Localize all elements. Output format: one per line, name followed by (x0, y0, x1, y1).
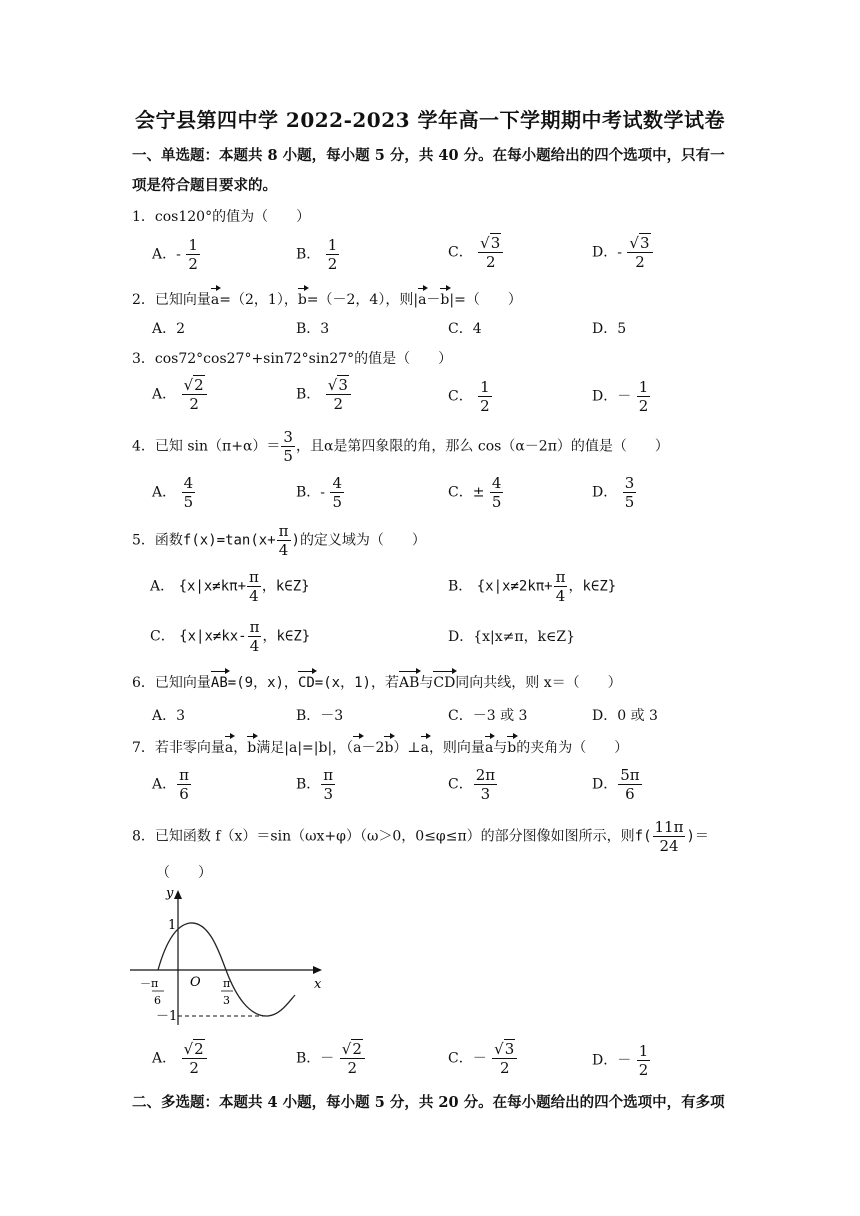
q1-option-a: A．- $\frac{1}{2}$ (152, 236, 198, 273)
q7-option-c: C． $\frac{2\pi}{3}$ (448, 766, 496, 803)
q5-option-b: B． {x|x≠2kπ+ $\frac{\pi}{4}$ ，k∈Z} (448, 568, 617, 605)
tick-three: 3 (223, 994, 230, 1007)
q5-option-a: A． {x|x≠kπ+ $\frac{\pi}{4}$ ，k∈Z} (150, 568, 310, 605)
section-2-header (132, 1088, 732, 1118)
q1-stem: 1．cos120°的值为（ ） (132, 209, 311, 225)
q4-option-a: A． $\frac{4}{5}$ (152, 474, 194, 511)
q1-option-b: B． $\frac{1}{2}$ (296, 236, 338, 273)
q7-option-d: D． $\frac{5\pi}{6}$ (592, 766, 640, 803)
x-label: x (314, 977, 322, 992)
q2-option-c: C．4 (448, 321, 482, 337)
section-1-header (132, 141, 732, 201)
section-2-line1: 二、多选题：本题共 4 小题，每小题 5 分，共 20 分。在每小题给出的四个选项中，有多项 (132, 1094, 725, 1111)
section-1-line2: 项是符合题目要求的。 (132, 177, 277, 194)
q7-stem: 7．若非零向量a，b满足|a|=|b|，（a－2b）⊥a，则向量a与b的夹角为（ ） (132, 740, 629, 756)
origin-label: O (190, 975, 201, 990)
q2-option-b: B．3 (296, 321, 330, 337)
q3-option-b: B． $\frac{√3}{2}$ (296, 376, 352, 413)
q6-option-d: D．0 或 3 (592, 708, 658, 724)
q4-stem: 4．已知 sin（π+α）＝ $\frac{3}{5}$ ，且α是第四象限的角，那么 cos（α－2π）的值是（ ） (132, 428, 669, 465)
q1-option-c: C． $\frac{√3}{2}$ (448, 234, 504, 271)
q6-option-c: C．－3 或 3 (448, 708, 528, 724)
q8-option-b: B．－ $\frac{√2}{2}$ (296, 1040, 366, 1077)
q5-stem: 5．函数f(x)=tan(x+ $\frac{\pi}{4}$ )的定义域为（ ） (132, 522, 426, 559)
q4-option-c: C．± $\frac{4}{5}$ (448, 474, 502, 511)
q4-option-b: B．- $\frac{4}{5}$ (296, 474, 343, 511)
q2-option-d: D．5 (592, 321, 627, 337)
q2-option-a: A．2 (152, 321, 186, 337)
q3-option-c: C． $\frac{1}{2}$ (448, 378, 490, 415)
q8-option-a: A． $\frac{√2}{2}$ (152, 1040, 208, 1077)
q5-option-d: D．{x|x≠π，k∈Z} (448, 629, 576, 645)
q7-option-a: A． $\frac{\pi}{6}$ (152, 766, 189, 803)
q3-stem: 3．cos72°cos27°+sin72°sin27°的值是（ ） (132, 351, 453, 367)
y-axis-arrow-icon (174, 890, 182, 899)
section-1-line1: 一、单选题：本题共 8 小题，每小题 5 分，共 40 分。在每小题给出的四个选项中，只有一 (132, 147, 725, 164)
q6-option-b: B．－3 (296, 708, 344, 724)
q8-stem: 8．已知函数 f（x）＝sin（ωx+φ）（ω＞0，0≤φ≤π）的部分图像如图所示，则f( $\frac{11\pi}{24}$ )＝ (132, 818, 709, 855)
q8-sine-graph (120, 885, 335, 1030)
q4-option-d: D． $\frac{3}{5}$ (592, 474, 635, 511)
tick-pi: π (223, 977, 231, 990)
q2-stem: 2．已知向量a=（2，1），b=（－2，4），则|a－b|=（ ） (132, 292, 522, 308)
q8-option-d: D．－ $\frac{1}{2}$ (592, 1042, 649, 1079)
q6-stem: 6．已知向量AB=(9，x)，CD=(x，1)，若AB与CD同向共线，则 x＝（ ） (132, 675, 622, 691)
tick-one: 1 (168, 918, 177, 933)
q7-option-b: B． $\frac{\pi}{3}$ (296, 766, 334, 803)
q8-option-c: C．－ $\frac{√3}{2}$ (448, 1040, 518, 1077)
tick-neg-pi: －π (140, 977, 159, 990)
y-label: y (166, 886, 174, 901)
q5-option-c: C． {x|x≠kx- $\frac{\pi}{4}$ ，k∈Z} (150, 618, 311, 655)
q6-option-a: A．3 (152, 708, 186, 724)
q8-paren: （ ） (156, 865, 212, 881)
tick-six: 6 (154, 994, 161, 1007)
q1-option-d: D．- $\frac{√3}{2}$ (592, 234, 654, 271)
q3-option-a: A． $\frac{√2}{2}$ (152, 376, 208, 413)
x-axis-arrow-icon (313, 966, 322, 974)
tick-neg-one: －1 (156, 1009, 178, 1024)
q3-option-d: D．－ $\frac{1}{2}$ (592, 378, 649, 415)
page-title: 会宁县第四中学 2022-2023 学年高一下学期期中考试数学试卷 (134, 108, 726, 132)
